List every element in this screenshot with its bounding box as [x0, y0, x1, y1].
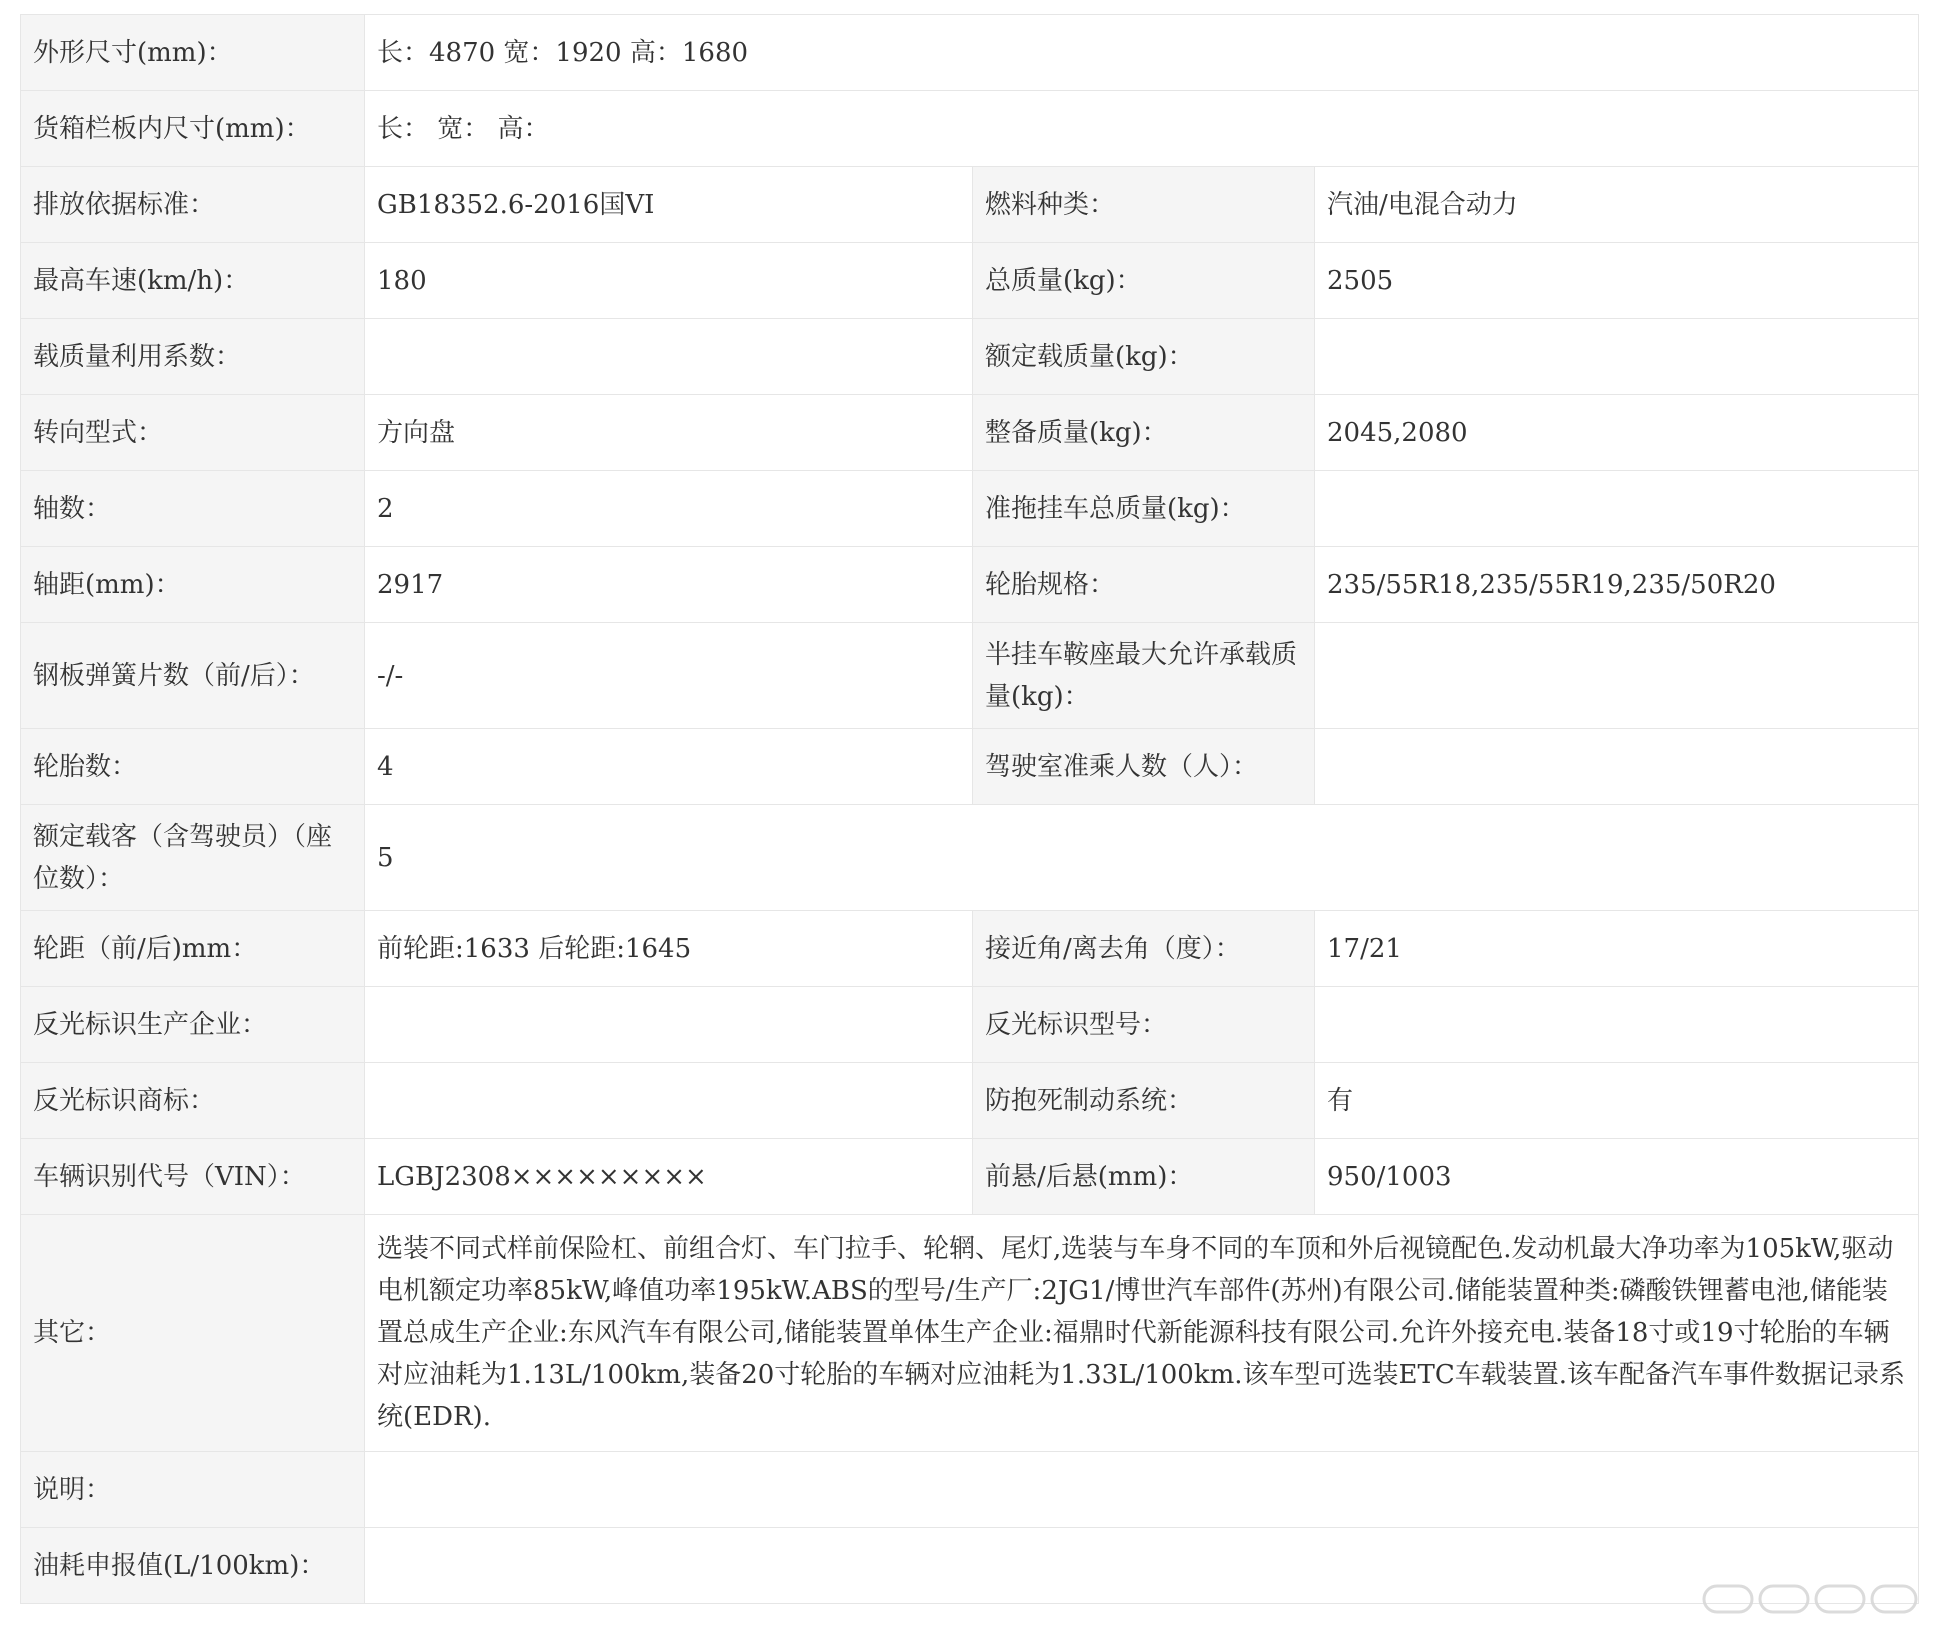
field-label-rated-seats: 额定载客（含驾驶员）（座位数）：	[21, 805, 365, 911]
field-value-rated-load	[1315, 319, 1919, 395]
field-label-rated-load: 额定载质量(kg)：	[973, 319, 1315, 395]
table-row	[21, 729, 1919, 805]
field-value-emission-standard: GB18352.6-2016国VI	[365, 167, 973, 243]
table-row	[21, 1452, 1919, 1528]
field-value-approach-departure-angle: 17/21	[1315, 911, 1919, 987]
field-value-fuel-consumption	[365, 1528, 1919, 1604]
field-value-leaf-springs: -/-	[365, 623, 973, 729]
table-row	[21, 547, 1919, 623]
field-value-overhang: 950/1003	[1315, 1139, 1919, 1215]
field-label-abs: 防抱死制动系统：	[973, 1063, 1315, 1139]
field-value-abs: 有	[1315, 1063, 1919, 1139]
field-label-leaf-springs: 钢板弹簧片数（前/后）：	[21, 623, 365, 729]
table-row	[21, 243, 1919, 319]
field-label-emission-standard: 排放依据标准：	[21, 167, 365, 243]
field-value-rated-seats: 5	[365, 805, 1919, 911]
field-value-reflector-model	[1315, 987, 1919, 1063]
field-label-tire-spec: 轮胎规格：	[973, 547, 1315, 623]
field-value-curb-weight: 2045,2080	[1315, 395, 1919, 471]
table-row	[21, 805, 1919, 911]
field-value-other: 选装不同式样前保险杠、前组合灯、车门拉手、轮辋、尾灯,选装与车身不同的车顶和外后视镜配色.发动机最大净功率为105kW,驱动电机额定功率85kW,峰值功率195kW.ABS的型号/生产厂:2JG1/博世汽车部件(苏州)有限公司.储能装置种类:磷酸铁锂蓄电池,储能装置总成生产企业:东风汽车有限公司,储能装置单体生产企业:福鼎时代新能源科技有限公司.允许外接充电.装备18寸或19寸轮胎的车辆对应油耗为1.13L/100km,装备20寸轮胎的车辆对应油耗为1.33L/100km.该车型可选装ETC车载装置.该车配备汽车事件数据记录系统(EDR).	[365, 1215, 1919, 1452]
field-value-track-width: 前轮距:1633 后轮距:1645	[365, 911, 973, 987]
field-label-axles: 轴数：	[21, 471, 365, 547]
field-label-saddle-load: 半挂车鞍座最大允许承载质量(kg)：	[973, 623, 1315, 729]
field-value-load-coefficient	[365, 319, 973, 395]
field-label-cargo-box-size: 货箱栏板内尺寸(mm)：	[21, 91, 365, 167]
field-value-cargo-box-size: 长： 宽： 高：	[365, 91, 1919, 167]
field-label-fuel-consumption: 油耗申报值(L/100km)：	[21, 1528, 365, 1604]
field-label-remarks: 说明：	[21, 1452, 365, 1528]
field-value-cab-passengers	[1315, 729, 1919, 805]
field-value-tire-spec: 235/55R18,235/55R19,235/50R20	[1315, 547, 1919, 623]
field-value-fuel-type: 汽油/电混合动力	[1315, 167, 1919, 243]
field-value-reflector-maker	[365, 987, 973, 1063]
field-label-curb-weight: 整备质量(kg)：	[973, 395, 1315, 471]
table-row	[21, 623, 1919, 729]
field-label-fuel-type: 燃料种类：	[973, 167, 1315, 243]
field-label-cab-passengers: 驾驶室准乘人数（人）：	[973, 729, 1315, 805]
field-label-reflector-maker: 反光标识生产企业：	[21, 987, 365, 1063]
field-value-wheelbase: 2917	[365, 547, 973, 623]
field-value-vin: LGBJ2308×××××××××	[365, 1139, 973, 1215]
field-label-other: 其它：	[21, 1215, 365, 1452]
field-value-steering: 方向盘	[365, 395, 973, 471]
table-row	[21, 911, 1919, 987]
field-label-vin: 车辆识别代号（VIN）：	[21, 1139, 365, 1215]
vehicle-spec-table	[20, 14, 1919, 1604]
field-label-dimensions: 外形尺寸(mm)：	[21, 15, 365, 91]
field-label-trailer-mass: 准拖挂车总质量(kg)：	[973, 471, 1315, 547]
field-value-saddle-load	[1315, 623, 1919, 729]
field-label-tire-count: 轮胎数：	[21, 729, 365, 805]
field-value-remarks	[365, 1452, 1919, 1528]
table-row	[21, 15, 1919, 91]
field-label-max-speed: 最高车速(km/h)：	[21, 243, 365, 319]
field-value-max-speed: 180	[365, 243, 973, 319]
field-value-dimensions: 长：4870 宽：1920 高：1680	[365, 15, 1919, 91]
field-label-track-width: 轮距（前/后)mm：	[21, 911, 365, 987]
field-label-gross-mass: 总质量(kg)：	[973, 243, 1315, 319]
field-label-reflector-model: 反光标识型号：	[973, 987, 1315, 1063]
field-label-steering: 转向型式：	[21, 395, 365, 471]
field-value-trailer-mass	[1315, 471, 1919, 547]
field-label-overhang: 前悬/后悬(mm)：	[973, 1139, 1315, 1215]
table-row	[21, 167, 1919, 243]
table-row	[21, 1139, 1919, 1215]
field-value-gross-mass: 2505	[1315, 243, 1919, 319]
table-row	[21, 987, 1919, 1063]
table-row	[21, 1528, 1919, 1604]
field-label-approach-departure-angle: 接近角/离去角（度）：	[973, 911, 1315, 987]
table-row	[21, 91, 1919, 167]
table-row	[21, 471, 1919, 547]
watermark-logo	[1702, 1582, 1918, 1616]
table-row	[21, 319, 1919, 395]
field-value-reflector-brand	[365, 1063, 973, 1139]
field-label-wheelbase: 轴距(mm)：	[21, 547, 365, 623]
table-row	[21, 1063, 1919, 1139]
table-row	[21, 1215, 1919, 1452]
table-row	[21, 395, 1919, 471]
field-value-axles: 2	[365, 471, 973, 547]
field-label-reflector-brand: 反光标识商标：	[21, 1063, 365, 1139]
field-value-tire-count: 4	[365, 729, 973, 805]
field-label-load-coefficient: 载质量利用系数：	[21, 319, 365, 395]
